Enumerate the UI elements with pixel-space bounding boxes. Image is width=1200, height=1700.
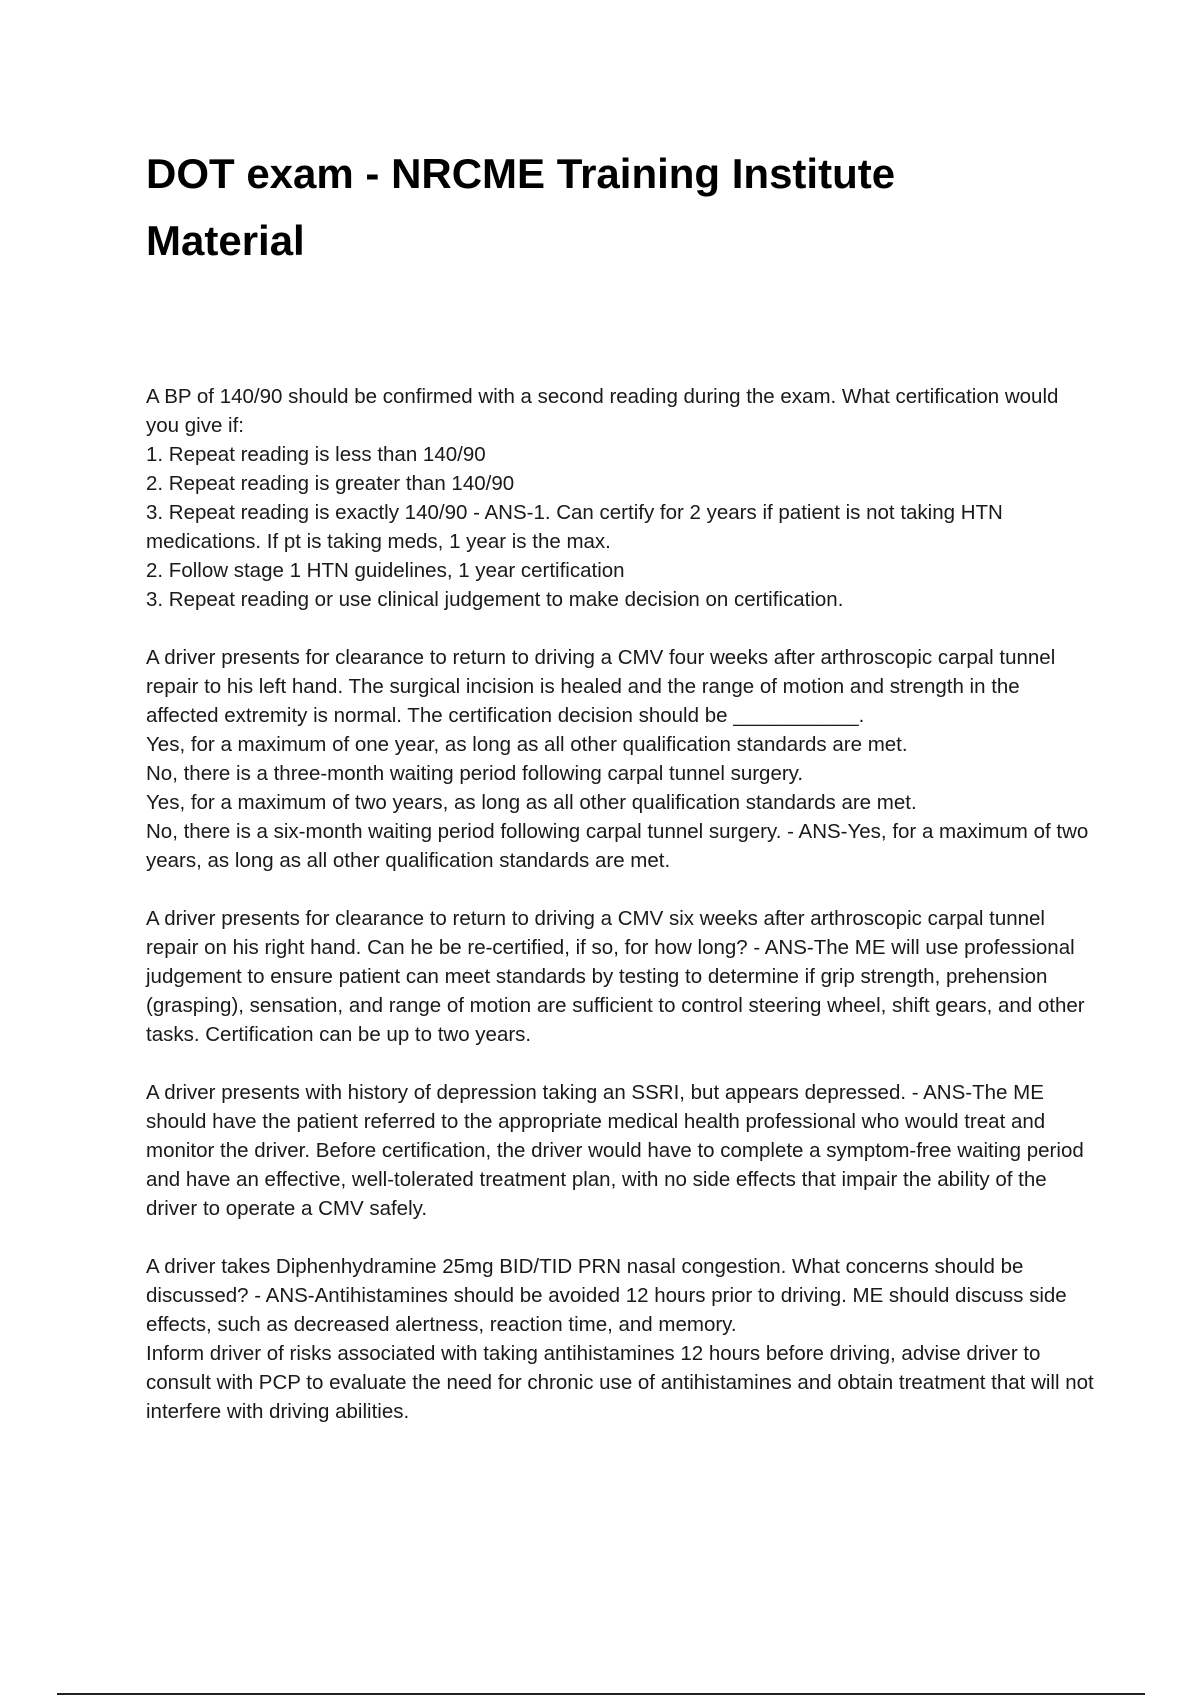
- qa-text: 1. Repeat reading is less than 140/90: [146, 443, 486, 466]
- qa-item-depression: [146, 1078, 1096, 1223]
- page-title: DOT exam - NRCME Training Institute Material: [146, 150, 896, 264]
- qa-list: [146, 382, 1096, 1426]
- qa-text: 3. Repeat reading is exactly 140/90 - ANS-1. Can certify for 2 years if patient is not taking HTN medications. If pt is taking meds, 1 year is the max.: [146, 501, 1003, 553]
- qa-text: A driver presents for clearance to return to driving a CMV four weeks after arthroscopic carpal tunnel repair to his left hand. The surgical incision is healed and the range of motion and strength in the affected extremity is normal. The certification decision should be ___________.: [146, 646, 1056, 727]
- qa-item-antihistamine: [146, 1252, 1096, 1426]
- qa-item-carpal-left: [146, 643, 1096, 875]
- qa-text: Yes, for a maximum of two years, as long as all other qualification standards are met.: [146, 791, 917, 814]
- footer-divider: [57, 1693, 1145, 1695]
- qa-item-carpal-right: [146, 904, 1096, 1049]
- document-page: [146, 140, 1096, 1455]
- qa-text: A driver presents with history of depression taking an SSRI, but appears depressed. - ANS-The ME should have the patient referred to the appropriate medical health professional who would treat and monitor the driver. Before certification, the driver would have to complete a symptom-free waiting period and have an effective, well-tolerated treatment plan, with no side effects that impair the ability of the driver to operate a CMV safely.: [146, 1081, 1084, 1220]
- qa-text: A driver takes Diphenhydramine 25mg BID/TID PRN nasal congestion. What concerns should be discussed? - ANS-Antihistamines should be avoided 12 hours prior to driving. ME should discuss side effects, such as decreased alertness, reaction time, and memory.: [146, 1255, 1067, 1336]
- qa-text: Inform driver of risks associated with taking antihistamines 12 hours before driving, advise driver to consult with PCP to evaluate the need for chronic use of antihistamines and obtain treatment that will not interfere with driving abilities.: [146, 1342, 1094, 1423]
- qa-text: 2. Repeat reading is greater than 140/90: [146, 472, 515, 495]
- qa-text: Yes, for a maximum of one year, as long as all other qualification standards are met.: [146, 733, 908, 756]
- qa-item-bp: [146, 382, 1096, 614]
- qa-text: No, there is a three-month waiting period following carpal tunnel surgery.: [146, 762, 804, 785]
- qa-text: No, there is a six-month waiting period following carpal tunnel surgery. - ANS-Yes, for a maximum of two years, as long as all other qualification standards are met.: [146, 820, 1089, 872]
- qa-text: A BP of 140/90 should be confirmed with a second reading during the exam. What certification would you give if:: [146, 385, 1059, 437]
- qa-text: A driver presents for clearance to return to driving a CMV six weeks after arthroscopic carpal tunnel repair on his right hand. Can he be re-certified, if so, for how long? - ANS-The ME will use professional judgement to ensure patient can meet standards by testing to determine if grip strength, prehension (grasping), sensation, and range of motion are sufficient to control steering wheel, shift gears, and other tasks. Certification can be up to two years.: [146, 907, 1085, 1046]
- qa-text: 3. Repeat reading or use clinical judgement to make decision on certification.: [146, 588, 844, 611]
- qa-text: 2. Follow stage 1 HTN guidelines, 1 year certification: [146, 559, 625, 582]
